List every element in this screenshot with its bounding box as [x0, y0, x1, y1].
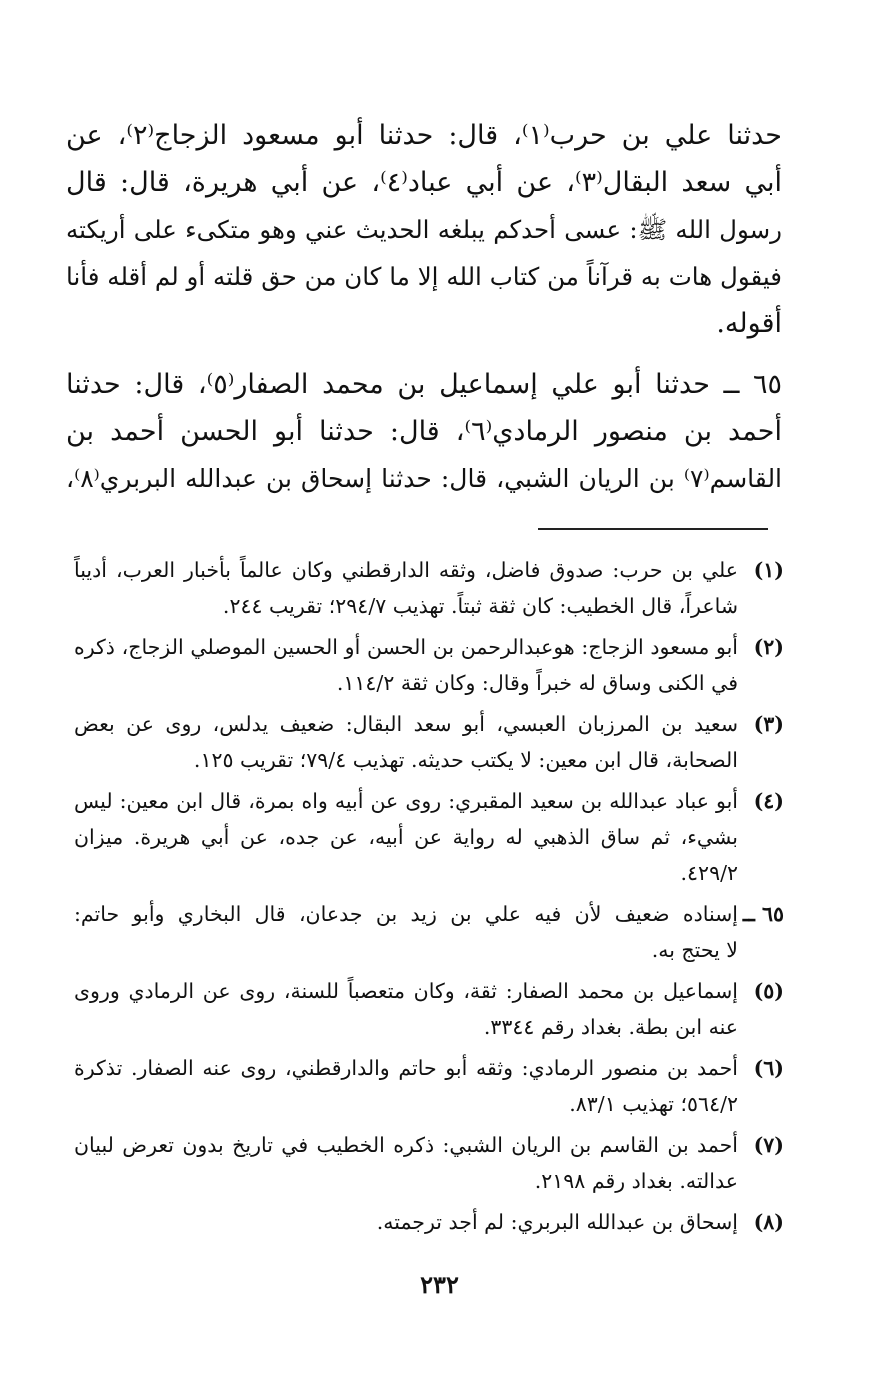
footnote-number: (٤) [753, 789, 784, 813]
footnote-text [74, 1050, 738, 1122]
hadith-65-paragraph [66, 361, 782, 502]
footnote-text [74, 1127, 738, 1199]
footnote-line: أحمد بن القاسم بن الريان الشبي: ذكره الخطيب في تاريخ بدون تعرض لبيان [74, 1133, 738, 1157]
footnote-line: أبو مسعود الزجاج: هوعبدالرحمن بن الحسن أو الحسين الموصلي الزجاج، ذكره [74, 635, 738, 659]
footnote-line: إسناده ضعيف لأن فيه علي بن زيد بن جدعان، قال البخاري وأبو حاتم: [74, 902, 738, 926]
footnote-number: (١) [753, 558, 784, 582]
footnote-3 [74, 706, 784, 778]
footnote-1 [74, 552, 784, 624]
text-line: فيقول هات به قرآناً من كتاب الله إلا ما كان من حق قلته أو لم أقله فأنا [66, 262, 782, 291]
footnote-number: (٥) [753, 979, 784, 1003]
footnote-number: (٧) [753, 1133, 784, 1157]
main-text [66, 112, 782, 502]
footnotes [74, 552, 784, 1245]
footnote-6 [74, 1050, 784, 1122]
footnote-number: (٨) [753, 1210, 784, 1234]
footnote-number: (٦) [753, 1056, 784, 1080]
paragraph-gap [66, 347, 782, 361]
footnote-line: عنه ابن بطة. بغداد رقم ٣٣٤٤. [483, 1015, 738, 1039]
footnote-line: بشيء، ثم ساق الذهبي له رواية عن أبيه، عن جده، عن أبي هريرة. ميزان [74, 825, 738, 849]
text-line: القاسم⁽٧⁾ بن الريان الشبي، قال: حدثنا إسحاق بن عبدالله البربري⁽٨⁾، [66, 464, 783, 493]
footnote-7 [74, 1127, 784, 1199]
footnote-5 [74, 973, 784, 1045]
footnote-hadith-65 [74, 896, 784, 968]
footnote-4 [74, 783, 784, 891]
text-line: ٦٥ ــ حدثنا أبو علي إسماعيل بن محمد الصفار⁽٥⁾، قال: حدثنا [66, 369, 783, 400]
footnote-text [74, 1204, 738, 1240]
text-line: رسول الله ﷺ: عسى أحدكم يبلغه الحديث عني وهو متكىء على أريكته [66, 215, 782, 244]
page-number: ٢٣٢ [420, 1270, 459, 1299]
footnote-number: (٢) [753, 635, 784, 659]
footnote-text [74, 896, 738, 968]
footnote-number: (٣) [753, 712, 784, 736]
footnote-line: عدالته. بغداد رقم ٢١٩٨. [534, 1169, 738, 1193]
footnote-text [74, 783, 738, 891]
footnote-text [74, 552, 738, 624]
footnote-line: أبو عباد عبدالله بن سعيد المقبري: روى عن أبيه واه بمرة، قال ابن معين: ليس [74, 789, 738, 813]
footnote-line: سعيد بن المرزبان العبسي، أبو سعد البقال: ضعيف يدلس، روى عن بعض [74, 712, 738, 736]
footnote-line: إسحاق بن عبدالله البربري: لم أجد ترجمته. [376, 1210, 738, 1234]
text-line: أبي سعد البقال⁽٣⁾، عن أبي عباد⁽٤⁾، عن أبي هريرة، قال: قال [66, 167, 783, 198]
text-line: أقوله. [716, 308, 782, 339]
text-line: حدثنا علي بن حرب⁽١⁾، قال: حدثنا أبو مسعود الزجاج⁽٢⁾، عن [66, 120, 782, 151]
footnote-number: ٦٥ ــ [742, 902, 784, 926]
footnote-text [74, 706, 738, 778]
paragraph-continuation [66, 112, 782, 347]
footnote-line: إسماعيل بن محمد الصفار: ثقة، وكان متعصباً للسنة، روى عن الرمادي وروى [74, 979, 738, 1003]
footnote-line: ٤٢٩/٢. [680, 861, 738, 885]
footnote-line: شاعراً، قال الخطيب: كان ثقة ثبتاً. تهذيب ٢٩٤/٧؛ تقريب ٢٤٤. [222, 594, 738, 618]
footnote-line: ٥٦٤/٢؛ تهذيب ٨٣/١. [569, 1092, 738, 1116]
footnote-line: لا يحتج به. [651, 938, 738, 962]
footnote-line: الصحابة، قال ابن معين: لا يكتب حديثه. تهذيب ٧٩/٤؛ تقريب ١٢٥. [193, 748, 738, 772]
footnote-2 [74, 629, 784, 701]
footnote-line: علي بن حرب: صدوق فاضل، وثقه الدارقطني وكان عالماً بأخبار العرب، أديباً [74, 558, 738, 582]
footnote-line: في الكنى وساق له خبراً وقال: وكان ثقة ١١٤/٢. [336, 671, 738, 695]
footnote-8 [74, 1204, 784, 1240]
footnote-divider [538, 528, 768, 530]
footnote-line: أحمد بن منصور الرمادي: وثقه أبو حاتم والدارقطني، روى عنه الصفار. تذكرة [74, 1056, 738, 1080]
footnote-text [74, 973, 738, 1045]
text-line: أحمد بن منصور الرمادي⁽٦⁾، قال: حدثنا أبو الحسن أحمد بن [66, 416, 783, 447]
footnote-text [74, 629, 738, 701]
